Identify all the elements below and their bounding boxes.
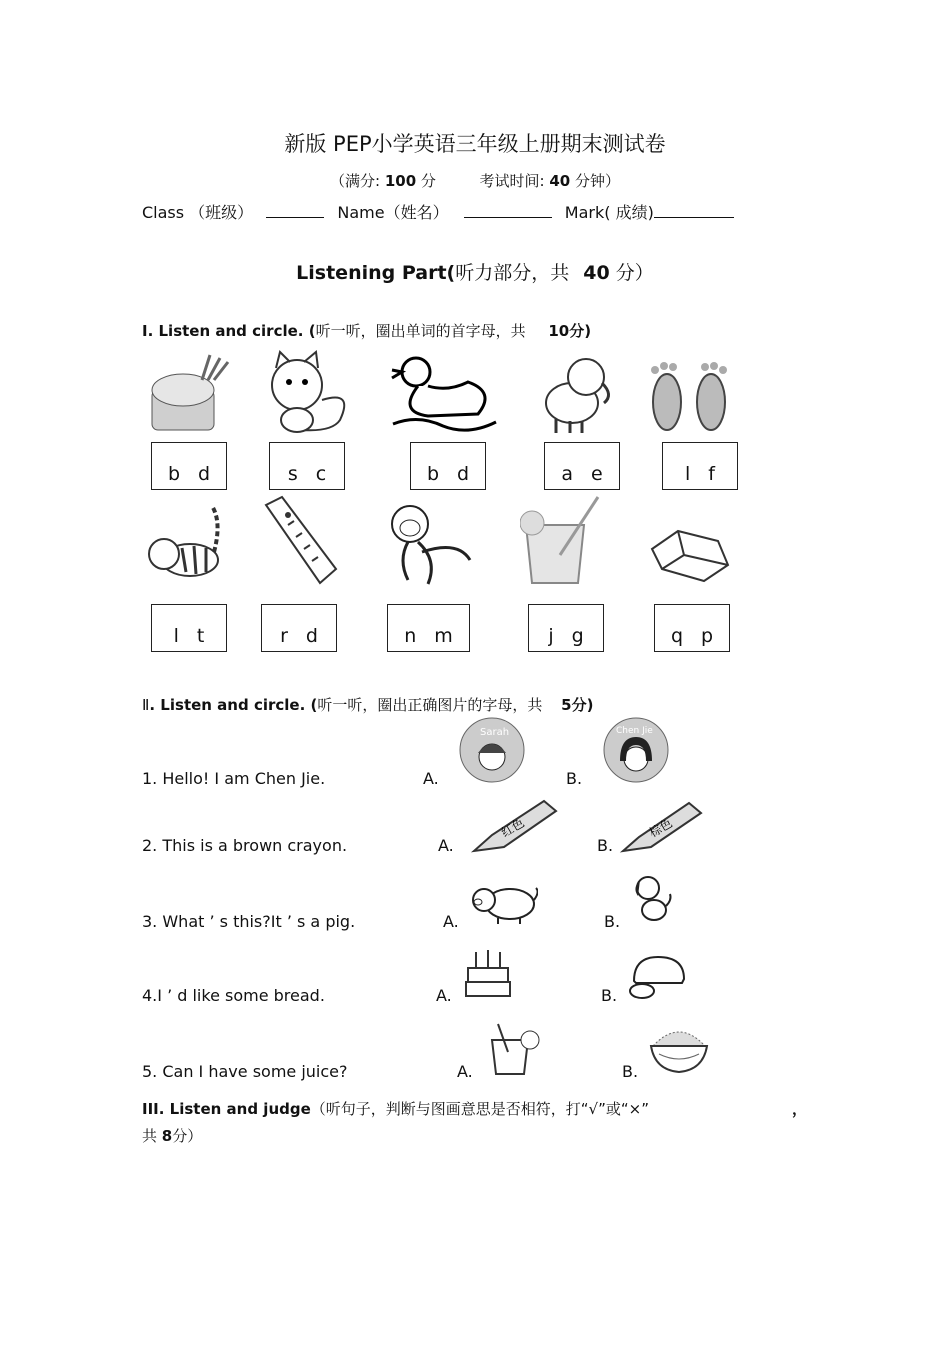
letter-box-6[interactable]: l t: [151, 604, 227, 652]
letter-box-2[interactable]: s c: [269, 442, 345, 490]
svg-text:Chen Jie: Chen Jie: [616, 726, 653, 736]
q5-option-a[interactable]: A.: [457, 1062, 473, 1081]
question-3-text: 3. What ’ s this?It ’ s a pig.: [142, 912, 356, 931]
svg-text:棕色: 棕色: [646, 815, 675, 841]
page-title: 新版 PEP小学英语三年级上册期末测试卷: [284, 132, 666, 156]
q3-option-b[interactable]: B.: [604, 912, 621, 931]
section-2-title: Ⅱ. Listen and circle. (听一听，圈出正确图片的字母，共 5分): [142, 696, 594, 714]
letter-box-5[interactable]: l f: [662, 442, 738, 490]
sarah-badge-icon: [458, 717, 526, 783]
question-4-text: 4.I ’ d like some bread.: [142, 986, 325, 1005]
svg-text:Sarah: Sarah: [480, 727, 510, 738]
juice-glass-icon: [484, 1022, 542, 1076]
chen-jie-badge-icon: [602, 717, 670, 783]
rice-bowl-icon: [649, 1024, 709, 1074]
red-crayon-icon: [470, 797, 560, 855]
mark-blank[interactable]: [654, 217, 734, 218]
section-1-title: I. Listen and circle. (听一听，圈出单词的首字母，共 10分): [142, 322, 592, 340]
letter-box-1[interactable]: b d: [151, 442, 227, 490]
question-2-text: 2. This is a brown crayon.: [142, 836, 348, 855]
letter-box-9[interactable]: j g: [528, 604, 604, 652]
question-1-text: 1. Hello! I am Chen Jie.: [142, 769, 326, 788]
letter-box-10[interactable]: q p: [654, 604, 730, 652]
duck-icon: [388, 352, 500, 436]
feet-icon: [645, 360, 737, 435]
letter-box-7[interactable]: r d: [261, 604, 337, 652]
ruler-icon: [262, 495, 342, 587]
q3-option-a[interactable]: A.: [443, 912, 459, 931]
bread-loaf-icon: [628, 953, 688, 1001]
name-label: Name（姓名）: [337, 203, 449, 222]
q4-option-a[interactable]: A.: [436, 986, 452, 1005]
letter-box-8[interactable]: n m: [387, 604, 470, 652]
student-info: [142, 200, 734, 223]
q2-option-b[interactable]: B.: [597, 836, 614, 855]
tiger-icon: [142, 502, 227, 587]
q1-option-a[interactable]: A.: [423, 769, 439, 788]
q1-option-b[interactable]: B.: [566, 769, 583, 788]
bread-icon: [150, 350, 235, 435]
svg-text:红色: 红色: [498, 815, 527, 840]
juice-icon: [520, 495, 605, 587]
q5-option-b[interactable]: B.: [622, 1062, 639, 1081]
brown-crayon-icon: [619, 799, 704, 855]
question-5-text: 5. Can I have some juice?: [142, 1062, 348, 1081]
q4-option-b[interactable]: B.: [601, 986, 618, 1005]
section-3-title: III. Listen and judge（听句子，判断与图画意思是否相符，打“√”或“×” ，: [142, 1100, 807, 1118]
class-blank[interactable]: [266, 217, 324, 218]
eraser-icon: [648, 525, 738, 585]
elephant-icon: [530, 345, 615, 437]
section-3-score: 共 8分）: [142, 1127, 203, 1145]
cake-icon: [464, 946, 512, 1000]
letter-box-4[interactable]: a e: [544, 442, 620, 490]
dog-icon: [628, 874, 674, 924]
cat-icon: [262, 350, 357, 435]
letter-box-3[interactable]: b d: [410, 442, 486, 490]
listening-part-title: Listening Part(听力部分，共 40 分）: [296, 262, 654, 284]
pig-icon: [470, 882, 538, 926]
monkey-icon: [378, 500, 478, 590]
mark-label: Mark( 成绩): [564, 203, 654, 222]
q2-option-a[interactable]: A.: [438, 836, 454, 855]
name-blank[interactable]: [464, 217, 552, 218]
class-label: Class （班级）: [142, 203, 254, 222]
score-info: （满分: 100 分 考试时间: 40 分钟）: [329, 172, 621, 190]
